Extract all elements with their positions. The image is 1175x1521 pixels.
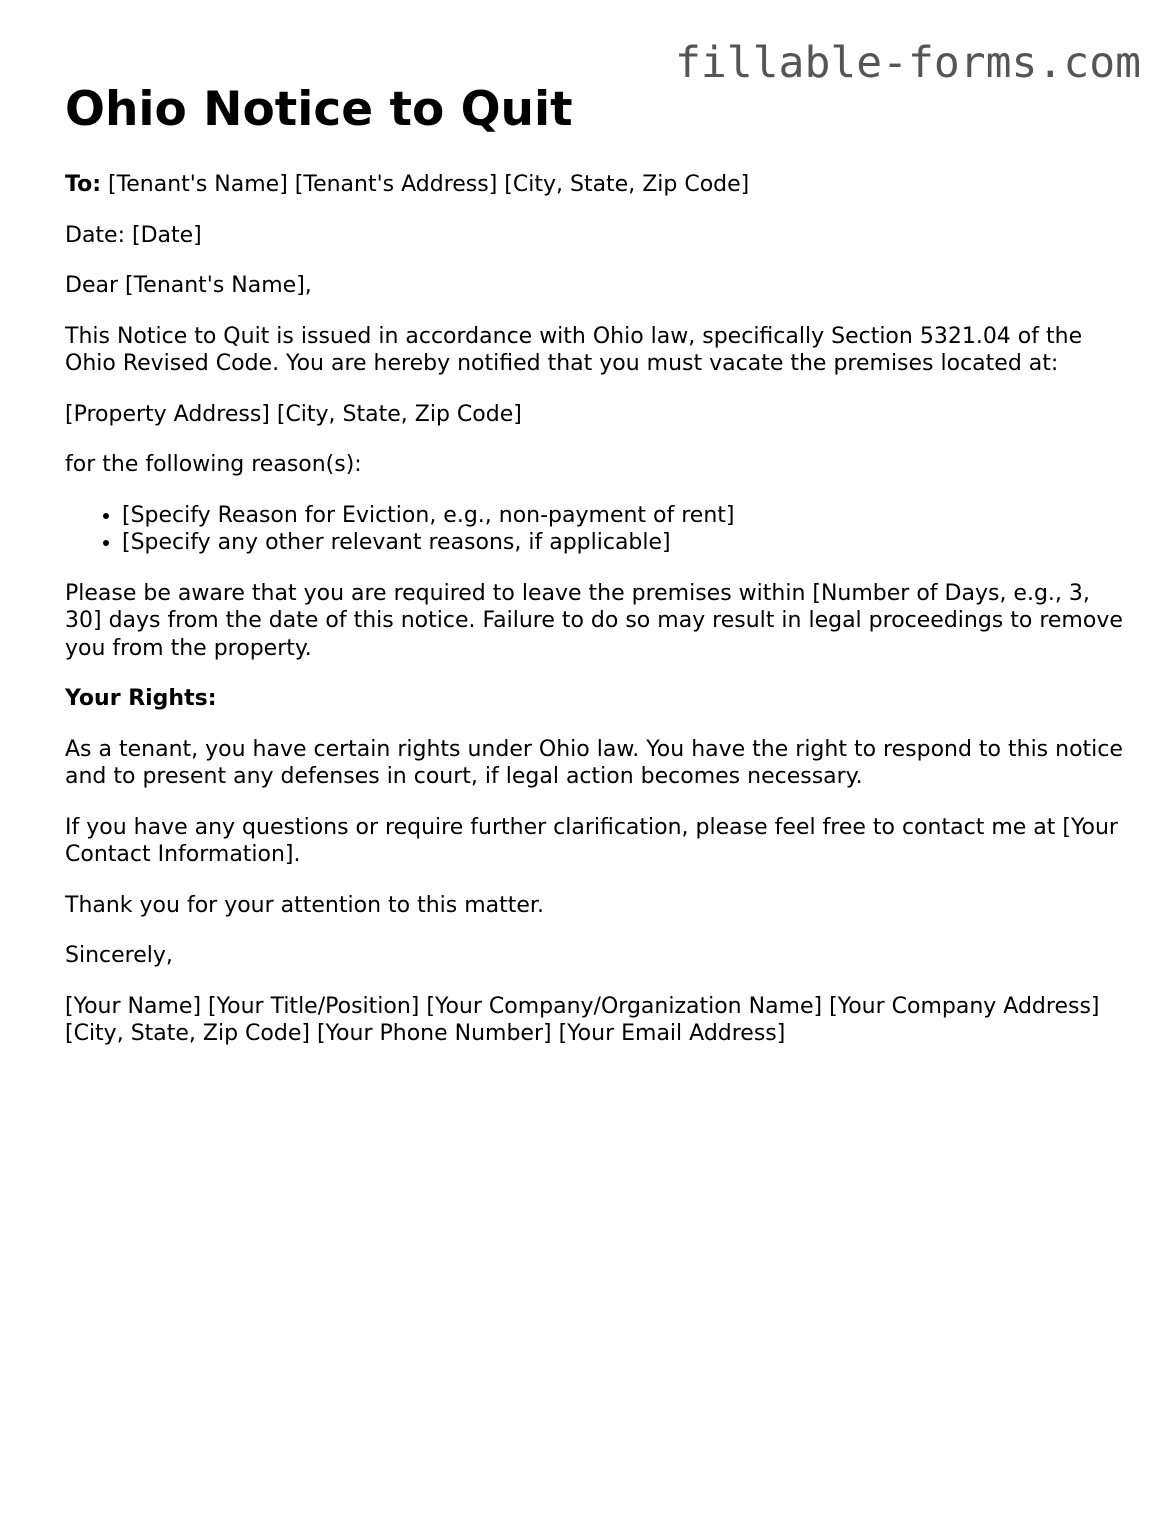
document-title: Ohio Notice to Quit — [65, 82, 573, 137]
list-item: • [Specify Reason for Eviction, e.g., non-payment of rent] — [122, 502, 1125, 530]
notice-document — [65, 80, 1125, 1048]
rights-heading: Your Rights: — [65, 686, 217, 711]
recipient-label: To: — [65, 172, 101, 197]
deadline-paragraph: Please be aware that you are required to leave the premises within [Number of Days, e.g., 3, 30] days from the date of this notice. Failure to do so may result in legal proceedings to remove you from the property. — [65, 580, 1123, 661]
thanks-line: Thank you for your attention to this matter. — [65, 892, 544, 918]
contact-paragraph: If you have any questions or require further clarification, please feel free to contact me at [Your Contact Information]. — [65, 814, 1118, 867]
recipient-line — [65, 171, 1125, 199]
recipient-value: [Tenant's Name] [Tenant's Address] [City, State, Zip Code] — [101, 172, 750, 197]
rights-paragraph: As a tenant, you have certain rights under Ohio law. You have the right to respond to this notice and to present any defenses in court, if legal action becomes necessary. — [65, 736, 1123, 789]
date-line: Date: [Date] — [65, 222, 202, 248]
reasons-list — [65, 502, 1125, 557]
signature-block: [Your Name] [Your Title/Position] [Your Company/Organization Name] [Your Company Address] [City, State, Zip Code] [Your Phone Number] [Your Email Address] — [65, 993, 1100, 1046]
site-watermark: fillable-forms.com — [675, 38, 1141, 88]
closing-line: Sincerely, — [65, 943, 173, 968]
property-address: [Property Address] [City, State, Zip Code] — [65, 401, 522, 427]
salutation: Dear [Tenant's Name], — [65, 273, 312, 298]
list-item: • [Specify any other relevant reasons, if applicable] — [122, 529, 1125, 557]
intro-paragraph: This Notice to Quit is issued in accordance with Ohio law, specifically Section 5321.04 of the Ohio Revised Code. You are hereby notified that you must vacate the premises located at: — [65, 323, 1083, 376]
reasons-intro: for the following reason(s): — [65, 452, 362, 477]
